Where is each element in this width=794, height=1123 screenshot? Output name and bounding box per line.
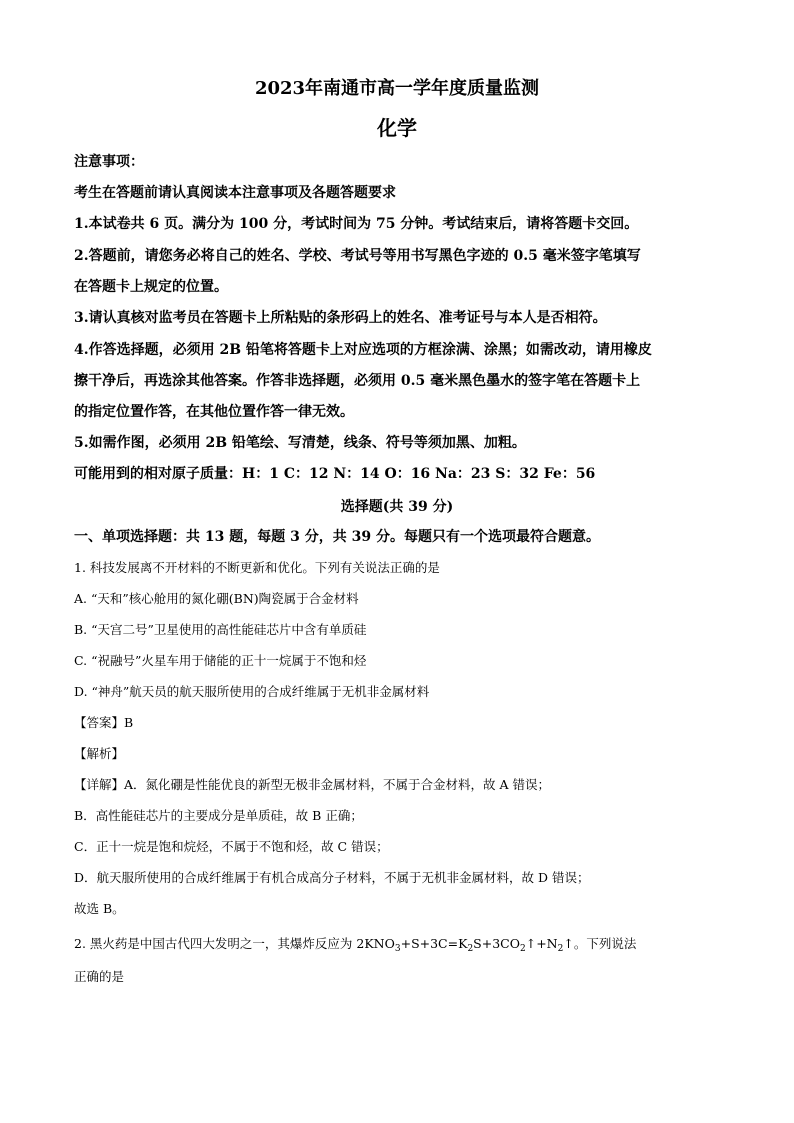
notice-heading: 注意事项： bbox=[74, 154, 144, 170]
question-1-option-b: B. “天宫二号”卫星使用的高性能硅芯片中含有单质硅 bbox=[74, 622, 367, 637]
question-1-option-a: A. “天和”核心舱用的氮化硼(BN)陶瓷属于合金材料 bbox=[74, 591, 359, 606]
detail-line: D．航天服所使用的合成纤维属于有机合成高分子材料，不属于无机非金属材料，故 D 错误； bbox=[74, 870, 590, 885]
notice-item: 的指定位置作答，在其他位置作答一律无效。 bbox=[74, 404, 354, 420]
question-1-option-c: C. “祝融号”火星车用于储能的正十一烷属于不饱和烃 bbox=[74, 653, 367, 668]
detail-line: B．高性能硅芯片的主要成分是单质硅，故 B 正确； bbox=[74, 808, 363, 823]
answer-label: 【答案】B bbox=[74, 715, 134, 730]
reaction-equation: $2KNO_3+S+3C=K_2S+3CO_2↑+N_2↑$ bbox=[356, 936, 574, 954]
question-2-stem bbox=[74, 934, 636, 952]
section-title: 选择题(共 39 分) bbox=[340, 499, 454, 515]
notice-item: 2.答题前，请您务必将自己的姓名、学校、考试号等用书写黑色字迹的 0.5 毫米签字笔填写 bbox=[74, 248, 641, 264]
notice-item: 擦干净后，再选涂其他答案。作答非选择题，必须用 0.5 毫米黑色墨水的签字笔在答题卡上 bbox=[74, 373, 641, 389]
detail-line: 【详解】A．氮化硼是性能优良的新型无极非金属材料，不属于合金材料，故 A 错误； bbox=[74, 777, 551, 792]
question-1-option-d: D. “神舟”航天员的航天服所使用的合成纤维属于无机非金属材料 bbox=[74, 684, 430, 699]
detail-line: C．正十一烷是饱和烷烃，不属于不饱和烃，故 C 错误； bbox=[74, 839, 389, 854]
question-2-stem-end: 。下列说法 bbox=[573, 936, 637, 951]
notice-item: 4.作答选择题，必须用 2B 铅笔将答题卡上对应选项的方框涂满、涂黑；如需改动，请用橡皮 bbox=[74, 342, 652, 358]
notice-item: 3.请认真核对监考员在答题卡上所粘贴的条形码上的姓名、准考证号与本人是否相符。 bbox=[74, 310, 607, 326]
subject-title: 化学 bbox=[377, 116, 417, 140]
question-1-stem: 1. 科技发展离不开材料的不断更新和优化。下列有关说法正确的是 bbox=[74, 560, 440, 575]
analysis-label: 【解析】 bbox=[74, 746, 125, 761]
notice-item: 在答题卡上规定的位置。 bbox=[74, 279, 228, 295]
atomic-masses: 可能用到的相对原子质量：H：1 C：12 N：14 O：16 Na：23 S：32 Fe：56 bbox=[74, 466, 596, 482]
notice-item: 1.本试卷共 6 页。满分为 100 分，考试时间为 75 分钟。考试结束后，请将答题卡交回。 bbox=[74, 216, 639, 232]
notice-item: 5.如需作图，必须用 2B 铅笔绘、写清楚，线条、符号等须加黑、加粗。 bbox=[74, 435, 526, 451]
question-2-stem-line2: 正确的是 bbox=[74, 969, 125, 984]
section-instruction: 一、单项选择题：共 13 题，每题 3 分，共 39 分。每题只有一个选项最符合题意。 bbox=[74, 529, 600, 545]
detail-line: 故选 B。 bbox=[74, 901, 125, 916]
page-title: 2023年南通市高一学年度质量监测 bbox=[254, 78, 540, 99]
notice-intro: 考生在答题前请认真阅读本注意事项及各题答题要求 bbox=[74, 185, 396, 201]
question-2-stem-start: 2. 黑火药是中国古代四大发明之一，其爆炸反应为 bbox=[74, 936, 357, 951]
